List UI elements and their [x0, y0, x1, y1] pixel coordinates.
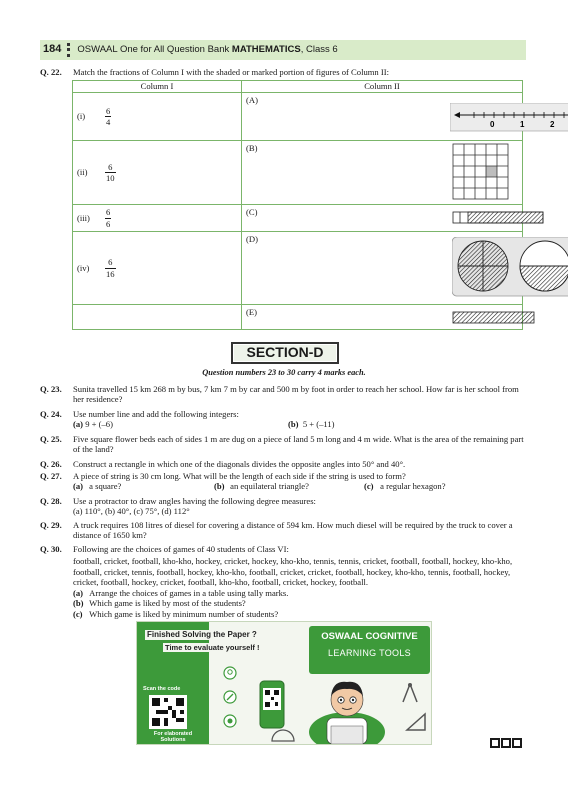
tick-label-1: 1	[520, 120, 525, 129]
phone-icon	[259, 680, 285, 730]
question-number: Q. 24.	[40, 409, 62, 419]
subject-name: MATHEMATICS	[231, 44, 301, 56]
question-22	[40, 67, 526, 77]
sub-label: (b)	[73, 598, 84, 609]
games-list: football, cricket, football, kho-kho, hockey, cricket, hockey, kho-kho, tennis, tennis, cricket, football, football, hockey, kho-kho, football, cricket, tennis, football, hockey, kho-kho, football, cricket, cricket, football, hockey, kho-kho, tennis, football, hockey, cricket, football, hockey, cricket, football, kho-kho, football, cricket, hockey, football.	[73, 556, 513, 588]
class-label: , Class 6	[300, 44, 338, 56]
table-row	[73, 141, 523, 205]
compass-icon	[399, 682, 421, 704]
fraction: $\frac{6}{4}$	[106, 105, 111, 127]
question-number: Q. 30.	[40, 544, 62, 554]
column-1-header: Column I	[73, 81, 242, 93]
row-label: (ii)	[77, 167, 88, 178]
sub-label: (c)	[73, 608, 83, 619]
row-label: (iv)	[77, 262, 90, 273]
promo-line-1: Finished Solving the Paper ?	[147, 630, 257, 639]
sub-text: Which game is liked by most of the students?	[89, 598, 246, 609]
brand-line-1: OSWAAL COGNITIVE	[321, 631, 418, 642]
table-row	[73, 93, 523, 141]
sub-label: (a)	[73, 481, 84, 492]
question-text: Sunita travelled 15 km 268 m by bus, 7 km 7 m by car and 500 m by foot in order to reach her school. How far is her school from her residence?	[73, 384, 519, 405]
qr-code-icon[interactable]	[149, 695, 187, 729]
figure-label: (B)	[246, 143, 258, 153]
sub-text: 5 + (–11)	[302, 419, 335, 430]
student-illustration	[297, 674, 397, 745]
brand-banner	[309, 626, 430, 674]
fraction: $\frac{6}{16}$	[106, 257, 115, 279]
figure-label: (D)	[246, 234, 258, 244]
triangle-ruler-icon	[405, 712, 427, 732]
question-text: Match the fractions of Column I with the shaded or marked portion of figures of Column II:	[73, 67, 389, 77]
bar-figure-partial	[452, 211, 544, 225]
target-icon	[223, 714, 237, 728]
question-text: Five square flower beds each of sides 1 m are dug on a piece of land 5 m long and 4 m wide. What is the area of the remaining part of the land?	[73, 434, 524, 455]
question-text: Use number line and add the following integers:	[73, 409, 239, 419]
pencil-icon	[223, 690, 237, 704]
question-28	[40, 496, 526, 517]
book-title: OSWAAL One for All Question Bank	[77, 44, 230, 56]
column-2-header: Column II	[242, 81, 523, 93]
sub-text: a regular hexagon?	[380, 481, 446, 492]
lightbulb-icon	[223, 666, 237, 680]
question-number: Q. 28.	[40, 496, 62, 506]
sub-label: (a)	[73, 587, 84, 598]
fraction: $\frac{6}{10}$	[106, 161, 115, 183]
section-note: Question numbers 23 to 30 carry 4 marks each.	[202, 368, 366, 377]
table-row	[73, 305, 523, 330]
angle-list: (a) 110°, (b) 40°, (c) 75°, (d) 112°	[73, 506, 190, 517]
sub-label: (b)	[214, 481, 225, 492]
question-text: A piece of string is 30 cm long. What will be the length of each side if the string is used to form?	[73, 471, 406, 481]
protractor-icon	[271, 728, 295, 742]
question-27	[40, 471, 526, 492]
promo-line-2: Time to evaluate yourself !	[165, 643, 260, 652]
sub-label: (c)	[364, 481, 374, 492]
sub-text: Which game is liked by minimum number of students?	[89, 608, 279, 619]
fraction: $\frac{6}{6}$	[106, 207, 111, 229]
match-table	[72, 80, 555, 330]
tick-label-2: 2	[550, 120, 555, 129]
sub-label: (a)	[73, 419, 84, 430]
section-title: SECTION-D	[232, 343, 338, 363]
sub-text: an equilateral triangle?	[230, 481, 309, 492]
row-label: (i)	[77, 111, 86, 122]
question-number: Q. 27.	[40, 471, 62, 481]
question-number: Q. 29.	[40, 520, 62, 530]
question-24	[40, 409, 526, 430]
figure-label: (C)	[246, 207, 258, 217]
grid-figure	[452, 143, 510, 201]
scan-label: Scan the code	[143, 686, 181, 692]
table-row	[73, 205, 523, 232]
sub-text: 9 + (–6)	[85, 419, 113, 430]
question-25	[40, 434, 526, 455]
question-number: Q. 23.	[40, 384, 62, 394]
question-30	[40, 544, 526, 619]
page-number: 184	[43, 43, 62, 56]
number-line-figure	[450, 103, 568, 135]
figure-label: (A)	[246, 95, 258, 105]
question-text: Construct a rectangle in which one of the diagonals divides the opposite angles into 50° and 40°.	[73, 459, 406, 469]
table-row	[73, 232, 523, 305]
question-26	[40, 459, 526, 469]
brand-line-2: LEARNING TOOLS	[328, 647, 411, 658]
sub-text: a square?	[89, 481, 122, 492]
question-text: A truck requires 108 litres of diesel for covering a distance of 594 km. How much diesel will be required by the truck to cover a distance of 1650 km?	[73, 520, 513, 541]
for-solutions-label: For elaborated Solutions	[153, 731, 193, 744]
header-separator	[67, 43, 70, 57]
circles-figure	[452, 237, 568, 297]
question-text: Following are the choices of games of 40 students of Class VI:	[73, 544, 289, 554]
bar-figure-full	[452, 311, 536, 325]
question-text: Use a protractor to draw angles having the following degree measures:	[73, 496, 316, 506]
tick-label-0: 0	[490, 120, 495, 129]
end-of-paper-mark	[490, 738, 522, 748]
sub-text: Arrange the choices of games in a table using tally marks.	[89, 587, 289, 598]
row-label: (iii)	[77, 212, 90, 223]
question-number: Q. 22.	[40, 67, 62, 77]
promo-banner[interactable]	[136, 621, 432, 745]
figure-label: (E)	[246, 307, 257, 317]
question-29	[40, 520, 526, 541]
question-number: Q. 26.	[40, 459, 62, 469]
question-23	[40, 384, 526, 405]
page-header	[40, 40, 526, 60]
sub-label: (b)	[288, 419, 299, 430]
question-number: Q. 25.	[40, 434, 62, 444]
